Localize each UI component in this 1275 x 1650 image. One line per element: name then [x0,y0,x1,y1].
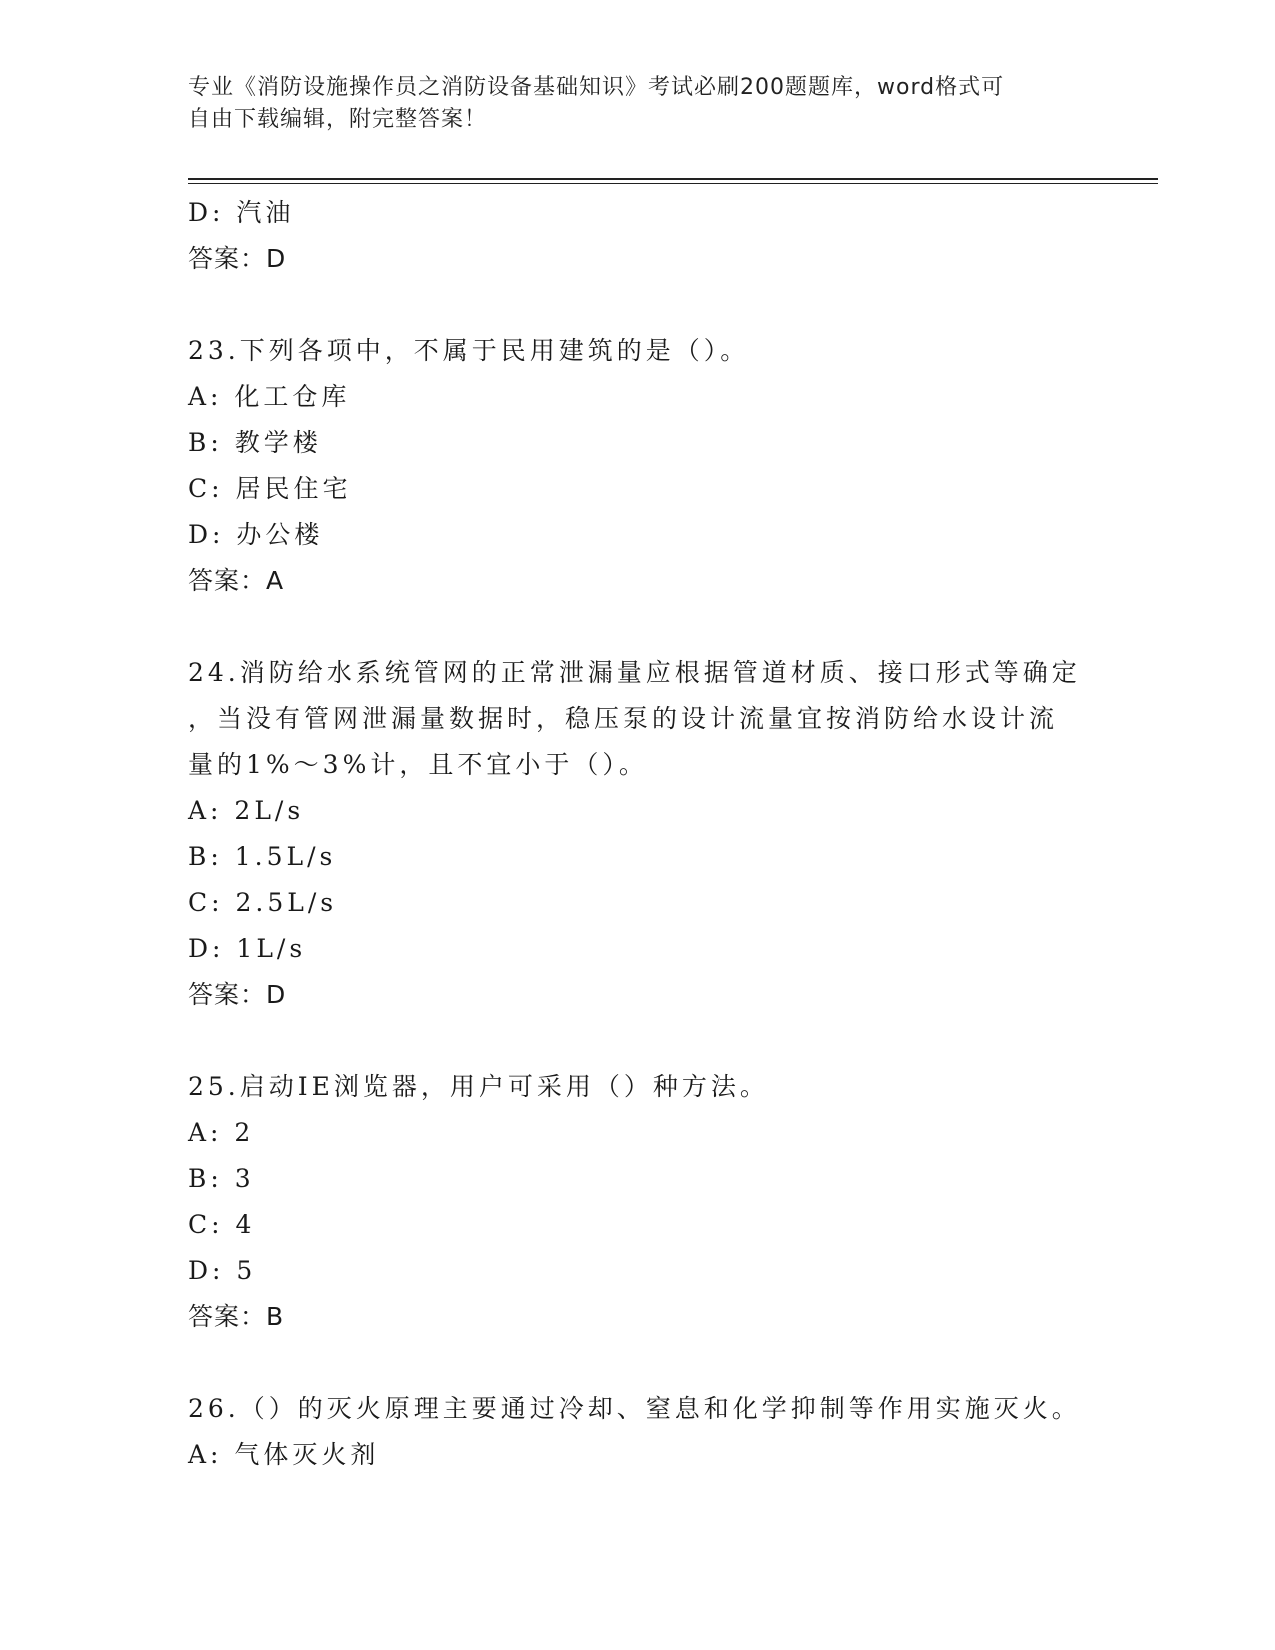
question-22-tail [188,190,1088,282]
question-stem: 23.下列各项中，不属于民用建筑的是（）。 [188,336,750,365]
option-c: C: 4 [188,1210,256,1239]
question-23 [188,328,1088,604]
option-a: A: 2 [188,1118,255,1147]
spacer [188,1340,1088,1386]
option-d: D: 汽油 [188,198,295,227]
question-stem-line-3: 量的1%～3%计，且不宜小于（）。 [188,750,648,779]
option-d: D: 5 [188,1256,257,1285]
option-d: D: 办公楼 [188,520,324,549]
question-stem: 26.（）的灭火原理主要通过冷却、窒息和化学抑制等作用实施灭火。 [188,1394,1081,1423]
option-b: B: 教学楼 [188,428,322,457]
option-b: B: 1.5L/s [188,842,337,871]
question-list [188,190,1088,1478]
spacer [188,604,1088,650]
option-c: C: 2.5L/s [188,888,338,917]
question-stem-line-2: ，当没有管网泄漏量数据时，稳压泵的设计流量宜按消防给水设计流 [188,704,1059,733]
option-a: A: 化工仓库 [188,382,351,411]
spacer [188,1018,1088,1064]
option-a: A: 气体灭火剂 [188,1440,380,1469]
question-24 [188,650,1088,1018]
question-26 [188,1386,1088,1478]
question-25 [188,1064,1088,1340]
document-header [188,72,1088,136]
question-stem-line-1: 24.消防给水系统管网的正常泄漏量应根据管道材质、接口形式等确定 [188,658,1081,687]
spacer [188,282,1088,328]
option-a: A: 2L/s [188,796,305,825]
header-line-1: 专业《消防设施操作员之消防设备基础知识》考试必刷200题题库，word格式可 [188,75,1005,100]
header-divider-thick [188,178,1158,180]
header-line-2: 自由下载编辑，附完整答案！ [188,107,488,132]
option-d: D: 1L/s [188,934,307,963]
answer: 答案：D [188,980,287,1009]
answer: 答案：D [188,244,287,273]
answer: 答案：A [188,566,285,595]
option-b: B: 3 [188,1164,255,1193]
answer: 答案：B [188,1302,285,1331]
option-c: C: 居民住宅 [188,474,352,503]
question-stem: 25.启动IE浏览器，用户可采用（）种方法。 [188,1072,769,1101]
header-divider-thin [188,183,1158,184]
